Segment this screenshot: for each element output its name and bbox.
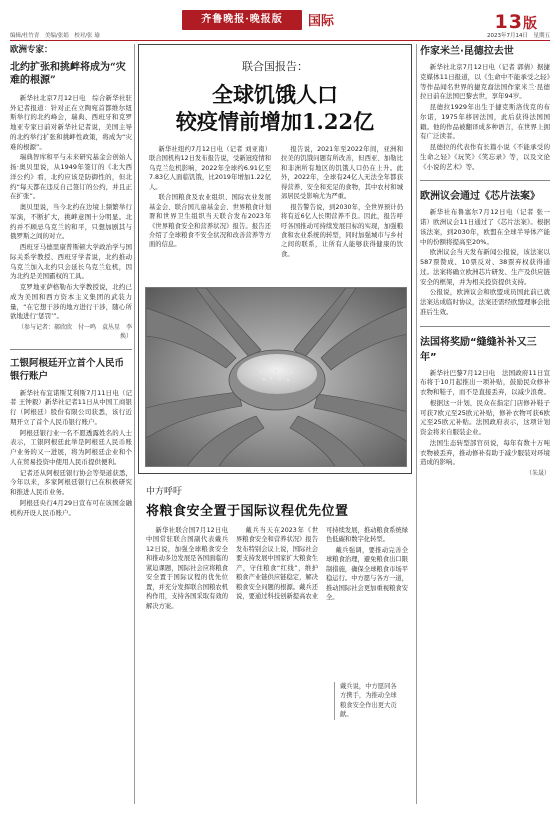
article-credit: （参与记者：郝欣欣 付一鸣 袁丛星 李焕） <box>17 324 132 340</box>
right-story2-body <box>420 208 550 317</box>
right-column <box>420 44 550 804</box>
feature-headline-line1: 全球饥饿人口 <box>212 82 338 107</box>
article-paragraph: 新华社纽约7月12日电（记者 刘亚南）联合国机构12日发布报告说，受新冠疫情和乌克兰危机影响，2022年全球约6.91亿至7.83亿人面临饥饿，比2019年增加1.22亿人。 <box>149 146 271 191</box>
article-paragraph: 阿根廷银行业一名不愿透露姓名的人士表示，工银阿根廷此举是阿根廷人民币账户业务的又一进展，将为阿根廷企业和个人在贸易投资中使用人民币提供便利。 <box>10 428 132 466</box>
divider <box>10 349 132 350</box>
article-paragraph: 新华社北京7月12日电 综合新华社驻外记者报道：针对正在立陶宛首都维尔纽斯举行的北约峰会，瑞典、西班牙和克罗地亚专家日前对新华社记者说，美国主导的北约举行扩张和挑衅性政策，将成为“灾难的根源”。 <box>10 93 132 151</box>
center-feature <box>138 44 412 804</box>
article-paragraph: 戴兵当天在2023年《世界粮食安全和营养状况》报告发布特别会议上说，国际社会要支持发展中国家扩大粮食生产，守住粮食“红线”，维护粮食产业链供应链稳定，解决粮食安全问题的根源。戴兵还说，要通过科技创新提高农业可持续发展，推动粮食系统绿色低碳和数字化转型。 <box>236 527 408 601</box>
article-paragraph: 报告警告说，到2030年，全世界预计仍将有近6亿人长期营养不良。因此，报告呼吁各国推动可持续发展目标的实现，加强粮食和农业系统的转型，同时加强城市与乡村之间的联系，让所有人能够获得健康的饮食。 <box>281 203 403 258</box>
feature-box <box>138 44 412 474</box>
article-paragraph: 公报说，欧洲议会和欧盟成员国此前已就法案达成临时协议，法案还需经欧盟理事会批准后生效。 <box>420 288 550 316</box>
left-article-body <box>10 94 132 341</box>
article-paragraph: 报告说，2021年至2022年间，亚洲和拉美的饥饿问题有所改善，但西亚、加勒比和非洲所有地区的饥饿人口仍在上升。此外，2022年，全球有24亿人无法全年都获得营养、安全和充足的食物，其中农村和城郊居民受影响尤为严重。 <box>281 146 403 201</box>
divider <box>420 180 550 181</box>
article-paragraph: 西班牙马德里康普斯顿大学政治学与国际关系学教授、西班牙学者说，北约推动乌克兰加入北约只会延长乌克兰危机，因为北约是美国霸权的工具。 <box>10 243 132 281</box>
section-name: 国际 <box>308 14 335 29</box>
right-story2-headline: 欧洲议会通过《芯片法案》 <box>420 191 540 203</box>
lower-kicker: 中方呼吁 <box>146 487 183 497</box>
left-kicker: 欧洲专家： <box>10 45 53 55</box>
feature-kicker-text: 联合国报告： <box>242 60 308 73</box>
lower-story <box>138 480 412 804</box>
article-credit: （朱晟） <box>525 470 550 477</box>
feature-kicker <box>139 59 411 76</box>
article-paragraph: 新华社巴黎7月12日电 法国政府11日宣布将于10月起推出一项补贴，鼓励民众修补衣物和鞋子，而不是直接丢弃，以减少浪费。 <box>420 368 550 396</box>
lower-body <box>146 526 408 788</box>
article-paragraph: 瑞典智库和平与未来研究基金会创始人扬·奥贝里说，从1949年签订的《北大西洋公约》看，北约应该是防御性的，但北约“每天都在违反自己签订的公约，并且正在扩张”。 <box>10 153 132 201</box>
right-story3-body <box>420 369 550 479</box>
article-paragraph: 克罗地亚萨格勒布大学教授说，北约已成为美国和西方资本主义集团的武装力量，“在它想干涉的地方进行干涉，随心所欲地进行‘惩罚’”。 <box>10 283 132 321</box>
feature-headline-line2: 较疫情前增加1.22亿 <box>175 109 375 135</box>
page-header <box>10 10 550 40</box>
article-paragraph: 法国生态转型部官员说，每年有数十万吨衣物被丢弃，推动修补有助于减少服装对环境造成的影响。 <box>420 438 550 467</box>
right-story1-body <box>420 63 550 172</box>
article-paragraph: 记者还从阿根廷银行协会等渠道获悉，今年以来，多家阿根廷银行已在积极研究和推进人民币业务。 <box>10 468 132 497</box>
article-paragraph: 新华社布鲁塞尔7月12日电（记者 张一诺）欧洲议会11日通过了《芯片法案》。根据该法案，到2030年，欧盟在全球半导体产能中的份额将提高至20%。 <box>420 208 550 246</box>
feature-body <box>149 145 403 283</box>
article-paragraph: 奥贝里说，当今北约在边境上频繁举行军演，不断扩大，挑衅意图十分明显。北约并不顾忌乌克兰的和平，只想加剧其与俄罗斯之间的对立。 <box>10 203 132 241</box>
article-paragraph: 昆德拉1929年出生于捷克斯洛伐克的布尔诺，1975年移居法国，此后获得法国国籍。他的作品被翻译成多种语言，在世界上拥有广泛读者。 <box>420 103 550 141</box>
article-paragraph: 新华社北京7月12日电（记者 郭倩）据捷克媒体11日报道，以《生命中不能承受之轻》等作品闻名世界的捷克裔法国作家米兰·昆德拉日前在法国巴黎去世，享年94岁。 <box>420 63 550 101</box>
left-story2-body <box>10 389 132 519</box>
header-rule <box>10 40 550 41</box>
feature-headline <box>139 81 411 136</box>
hands-holding-grain-photo <box>145 287 407 467</box>
article-paragraph: 昆德拉的代表作有长篇小说《不能承受的生命之轻》《玩笑》《笑忘录》等，以及文论《小说的艺术》等。 <box>420 143 550 171</box>
right-story1-headline: 作家米兰·昆德拉去世 <box>420 46 514 57</box>
column-divider-right <box>416 44 417 804</box>
article-paragraph: 新华社联合国7月12日电 中国常驻联合国副代表戴兵12日说，加强全球粮食安全和推动多边发展是各国面临的紧迫课题，国际社会应将粮食安全置于国际议程的优先位置，并充分发挥联合国粮农机构作用，支持各国采取有效的解决方案。 <box>146 527 235 610</box>
editors-line: 编辑/杜竹青 美编/张娟 校对/张 瑜 <box>10 33 100 39</box>
page-number-value: 13 <box>494 11 523 33</box>
right-story3-headline: 法国将奖励“缝缝补补又三年” <box>420 336 537 363</box>
divider <box>420 326 550 327</box>
article-paragraph: 阿根廷央行4月29日宣布可在该国金融机构开设人民币账户。 <box>10 498 132 517</box>
article-paragraph: 新华社布宜诺斯艾利斯7月11日电（记者 王钟毅）新华社记者11日从中国工商银行（阿根廷）股份有限公司获悉，该行近期开立了首个人民币银行账户。 <box>10 388 132 426</box>
column-divider-left <box>134 44 135 804</box>
article-paragraph: 戴兵强调，要推动完善全球粮食治理，避免粮食出口限制措施，确保全球粮食市场平稳运行。中方愿与各方一道，推动国际社会更加重视粮食安全。 <box>326 546 408 602</box>
photo-illustration <box>146 288 407 467</box>
article-paragraph: 根据这一计划，民众在指定门店修补鞋子可获7欧元至25欧元补贴，修补衣物可获6欧元至25欧元补贴。法国政府表示，这项计划资金将来自服装企业。 <box>420 398 550 436</box>
lower-headline: 将粮食安全置于国际议程优先位置 <box>146 504 349 519</box>
page-number-suffix: 版 <box>523 16 538 32</box>
pull-quote: 戴兵说，中方愿同各方携手，为推动全球粮食安全作出更大贡献。 <box>334 682 402 720</box>
left-story2-headline: 工银阿根廷开立首个人民币银行账户 <box>10 358 125 382</box>
date-line: 2023年7月14日 星期五 <box>487 33 550 39</box>
left-headline: 北约扩张和挑衅将成为“灾难的根源” <box>10 61 126 87</box>
left-column <box>10 44 132 804</box>
masthead-logo: 齐鲁晚报·晚报版 <box>182 10 302 30</box>
article-paragraph: 联合国粮食及农业组织、国际农业发展基金会、联合国儿童基金会、世界粮食计划署和世界卫生组织当天联合发布2023年《世界粮食安全和营养状况》报告。报告还介绍了全球粮食不安全状况和改善营养等方面的信息。 <box>149 194 271 249</box>
article-paragraph: 欧洲议会当天发布新闻公报说，该法案以587票赞成、10票反对、38票弃权获得通过。法案将确立欧洲芯片研发、生产及供应链安全的框架，并为相关投资提供支持。 <box>420 248 550 286</box>
